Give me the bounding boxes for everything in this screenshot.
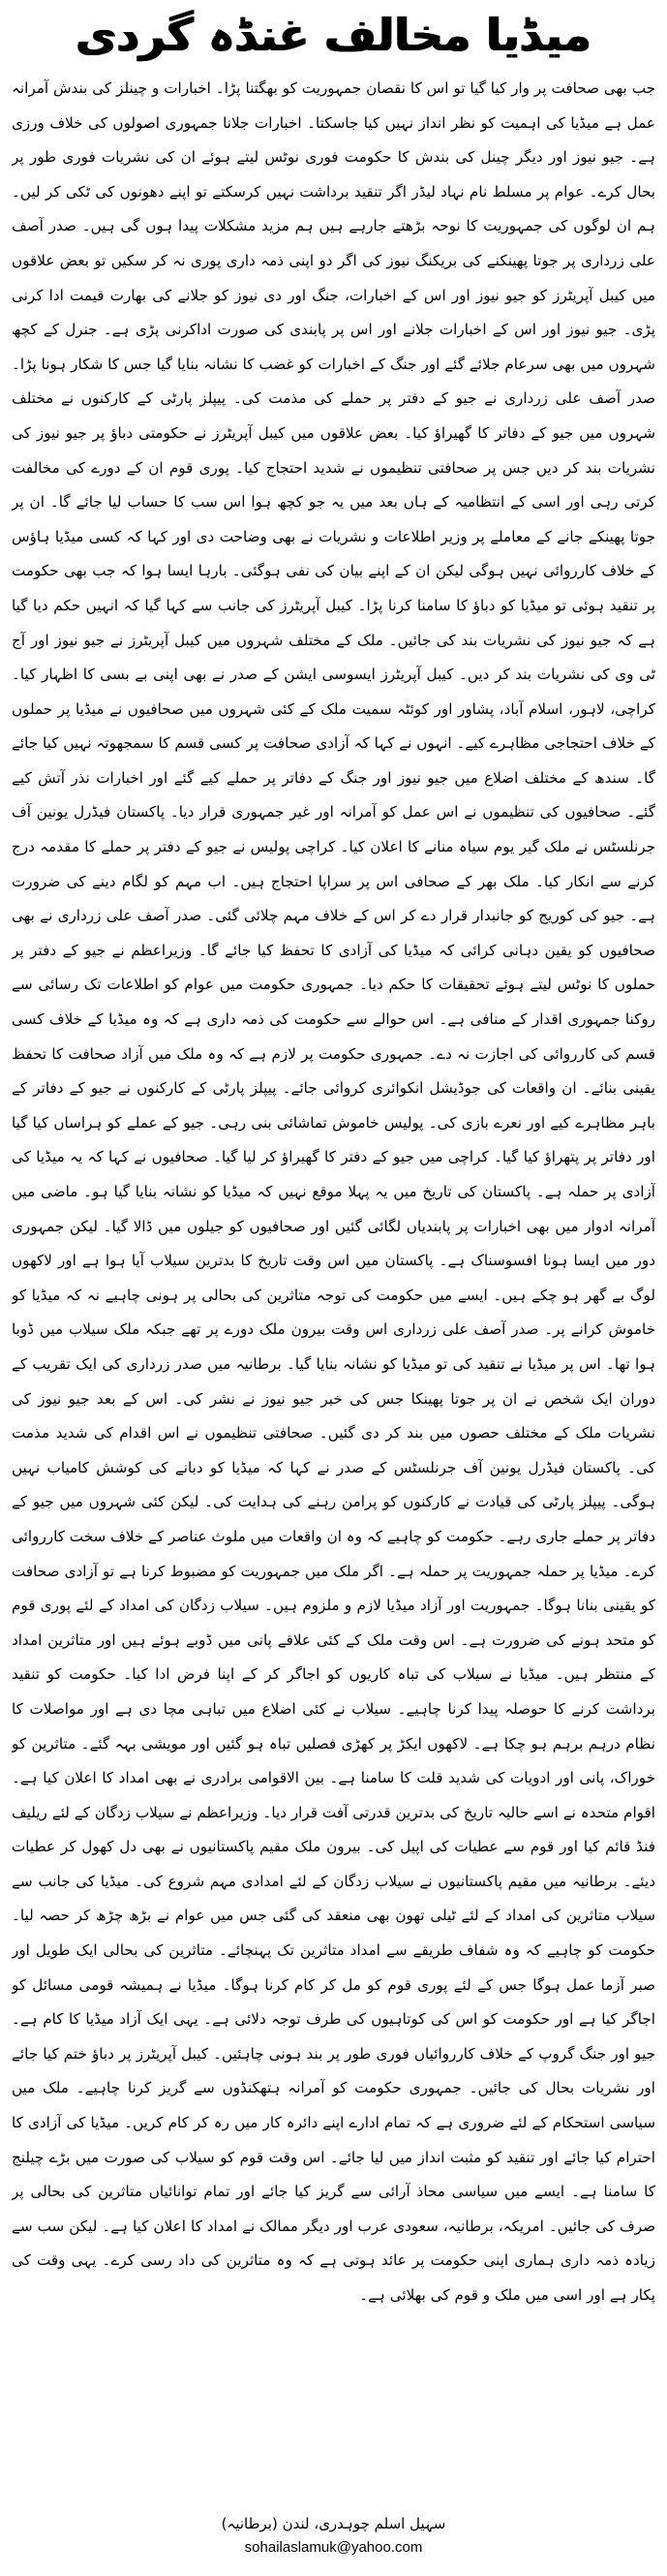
article-body: جب بھی صحافت پر وار کیا گیا تو اس کا نقصان جمہوریت کو بھگتنا پڑا۔ اخبارات و چینلز کی بندش آمرانہ عمل ہے میڈیا کی اہمیت کو نظر انداز نہیں کیا جاسکتا۔ اخبارات جلانا جمہوری اصولوں کی خلاف ورزی ہے۔ جیو نیوز اور دیگر چینل کی بندش کا حکومت فوری نوٹس لیتے ہوئے ان کی نشریات فوری طور پر بحال کرے۔ عوام پر مسلط نام نہاد لیڈر اگر تنقید برداشت نہیں کرسکتے تو اپنے دھونوں کی ٹکی کر لیں۔ ہم ان لوگوں کی جمہوریت کا نوحہ بڑھتے جارہے ہیں ہم مزید مشکلات پیدا ہوں گی ہیں۔ صدر آصف علی زرداری پر جوتا پھینکنے کی بریکنگ نیوز کی اگر دو اپنی ذمہ داری پوری نہ کر سکیں تو بعض علاقوں میں کیبل آپریٹرز کو جیو نیوز اور اس کے اخبارات، جنگ اور دی نیوز کو جلانے کی بھارت قیمت ادا کرنی پڑی۔ جیو نیوز اور اس کے اخبارات جلانے اور اس پر پابندی کی صورت اداکرنی پڑی ہے۔ جنرل کے کچھ شہروں میں بھی سرعام جلائے گئے اور جنگ کے اخبارات کو غضب کا نشانہ بنایا گیا جس کا شکار ہونا پڑا۔ صدر آصف علی زرداری نے جیو کے دفتر پر حملے کی مذمت کی۔ پیپلز پارٹی کے کارکنوں نے مختلف شہروں میں جیو کے دفاتر کا گھیراؤ کیا۔ بعض علاقوں میں کیبل آپریٹرز نے حکومتی دباؤ پر جیو نیوز کی نشریات بند کر دیں جس پر صحافتی تنظیموں نے شدید احتجاج کیا۔ پوری قوم ان کے دورے کی مخالفت کرتی رہی اور اسی کے انتظامیہ کے ہاں بعد میں یہ جو کچھ ہوا اس سب کا حساب لیا جائے گا۔ ان پر جوتا پھینکے جانے کے معاملے پر وزیر اطلاعات و نشریات نے بھی وضاحت دی اور کہا کہ کسی میڈیا ہاؤس کے خلاف کارروائی نہیں ہوگی لیکن ان کے اپنے بیان کی نفی ہوگئی۔ بارہا ایسا ہوا کہ جب بھی حکومت پر تنقید ہوئی تو میڈیا کو دباؤ کا سامنا کرنا پڑا۔ کیبل آپریٹرز کی جانب سے کہا گیا کہ انہیں حکم دیا گیا ہے کہ جیو نیوز کی نشریات بند کی جائیں۔ ملک کے مختلف شہروں میں کیبل آپریٹرز نے جیو نیوز اور آج ٹی وی کی نشریات بند کر دیں۔ کیبل آپریٹرز ایسوسی ایشن کے صدر نے بھی اپنی بے بسی کا اظہار کیا۔ کراچی، لاہور، اسلام آباد، پشاور اور کوئٹہ سمیت ملک کے کئی شہروں میں صحافیوں نے میڈیا پر حملوں کے خلاف احتجاجی مظاہرے کیے۔ انہوں نے کہا کہ آزادی صحافت پر کسی قسم کا سمجھوتہ نہیں کیا جائے گا۔ سندھ کے مختلف اضلاع میں جیو نیوز اور جنگ کے دفاتر پر حملے کیے گئے اور اخبارات نذر آتش کیے گئے۔ صحافیوں کی تنظیموں نے اس عمل کو آمرانہ اور غیر جمہوری قرار دیا۔ پاکستان فیڈرل یونین آف جرنلسٹس نے ملک گیر یوم سیاہ منانے کا اعلان کیا۔ کراچی پولیس نے جیو کے دفتر پر حملے کا مقدمہ درج کرنے سے انکار کیا۔ ملک بھر کے صحافی اس پر سراپا احتجاج ہیں۔ اب مہم کو لگام دینے کی ضرورت ہے۔ جیو کی کوریج کو جانبدار قرار دے کر اس کے خلاف مہم چلائی گئی۔ صدر آصف علی زرداری نے بھی صحافیوں کو یقین دہانی کرائی کہ میڈیا کی آزادی کا تحفظ کیا جائے گا۔ وزیراعظم نے جیو کے دفتر پر حملوں کا نوٹس لیتے ہوئے تحقیقات کا حکم دیا۔ جمہوری حکومت میں عوام کو اطلاعات تک رسائی سے روکنا جمہوری اقدار کے منافی ہے۔ اس حوالے سے حکومت کی ذمہ داری ہے کہ وہ میڈیا کے خلاف کسی قسم کی کارروائی کی اجازت نہ دے۔ جمہوری حکومت پر لازم ہے کہ وہ ملک میں آزاد صحافت کا تحفظ یقینی بنائے۔ ان واقعات کی جوڈیشل انکوائری کروائی جائے۔ پیپلز پارٹی کے کارکنوں نے جیو کے دفاتر کے باہر مظاہرے کیے اور نعرے بازی کی۔ پولیس خاموش تماشائی بنی رہی۔ جیو کے عملے کو ہراساں کیا گیا اور دفاتر پر پتھراؤ کیا گیا۔ کراچی میں جیو کے دفتر کا گھیراؤ کر لیا گیا۔ صحافیوں نے کہا کہ یہ میڈیا کی آزادی پر حملہ ہے۔ پاکستان کی تاریخ میں یہ پہلا موقع نہیں کہ میڈیا کو نشانہ بنایا گیا ہو۔ ماضی میں آمرانہ ادوار میں بھی اخبارات پر پابندیاں لگائی گئیں اور صحافیوں کو جیلوں میں ڈالا گیا۔ لیکن جمہوری دور میں ایسا ہونا افسوسناک ہے۔ پاکستان میں اس وقت تاریخ کا بدترین سیلاب آیا ہوا ہے اور لاکھوں لوگ بے گھر ہو چکے ہیں۔ ایسے میں حکومت کی توجہ متاثرین کی بحالی پر ہونی چاہیے نہ کہ میڈیا کو خاموش کرانے پر۔ صدر آصف علی زرداری اس وقت بیرون ملک دورے پر تھے جبکہ ملک سیلاب میں ڈوبا ہوا تھا۔ اس پر میڈیا نے تنقید کی تو میڈیا کو نشانہ بنایا گیا۔ برطانیہ میں صدر زرداری کی ایک تقریب کے دوران ایک شخص نے ان پر جوتا پھینکا جس کی خبر جیو نیوز نے نشر کی۔ اس کے بعد جیو نیوز کی نشریات ملک کے مختلف حصوں میں بند کر دی گئیں۔ صحافتی تنظیموں نے اس اقدام کی شدید مذمت کی۔ پاکستان فیڈرل یونین آف جرنلسٹس کے صدر نے کہا کہ میڈیا کو دبانے کی کوشش کامیاب نہیں ہوگی۔ پیپلز پارٹی کی قیادت نے کارکنوں کو پرامن رہنے کی ہدایت کی۔ لیکن کئی شہروں میں جیو کے دفاتر پر حملے جاری رہے۔ حکومت کو چاہیے کہ وہ ان واقعات میں ملوث عناصر کے خلاف سخت کارروائی کرے۔ میڈیا پر حملہ جمہوریت پر حملہ ہے۔ اگر ملک میں جمہوریت کو مضبوط کرنا ہے تو آزادی صحافت کو یقینی بنانا ہوگا۔ جمہوریت اور آزاد میڈیا لازم و ملزوم ہیں۔ سیلاب زدگان کی امداد کے لئے پوری قوم کو متحد ہونے کی ضرورت ہے۔ اس وقت ملک کے کئی علاقے پانی میں ڈوبے ہوئے ہیں اور متاثرین امداد کے منتظر ہیں۔ میڈیا نے سیلاب کی تباہ کاریوں کو اجاگر کر کے اپنا فرض ادا کیا۔ حکومت کو تنقید برداشت کرنے کا حوصلہ پیدا کرنا چاہیے۔ سیلاب نے کئی اضلاع میں تباہی مچا دی ہے اور مواصلات کا نظام درہم برہم ہو چکا ہے۔ لاکھوں ایکڑ پر کھڑی فصلیں تباہ ہو گئیں اور مویشی بہہ گئے۔ متاثرین کو خوراک، پانی اور ادویات کی شدید قلت کا سامنا ہے۔ بین الاقوامی برادری نے بھی امداد کا اعلان کیا ہے۔ اقوام متحدہ نے اسے حالیہ تاریخ کی بدترین قدرتی آفت قرار دیا۔ وزیراعظم نے سیلاب زدگان کے لئے ریلیف فنڈ قائم کیا اور قوم سے عطیات کی اپیل کی۔ بیرون ملک مقیم پاکستانیوں نے بھی دل کھول کر عطیات دیئے۔ برطانیہ میں مقیم پاکستانیوں نے سیلاب زدگان کے لئے امدادی مہم شروع کی۔ میڈیا کی جانب سے سیلاب متاثرین کی امداد کے لئے ٹیلی تھون بھی منعقد کی گئی جس میں عوام نے بڑھ چڑھ کر حصہ لیا۔ حکومت کو چاہیے کہ وہ شفاف طریقے سے امداد متاثرین تک پہنچائے۔ متاثرین کی بحالی ایک طویل اور صبر آزما عمل ہوگا جس کے لئے پوری قوم کو مل کر کام کرنا ہوگا۔ میڈیا نے ہمیشہ قومی مسائل کو اجاگر کیا ہے اور حکومت کو اس کی کوتاہیوں کی طرف توجہ دلائی ہے۔ یہی ایک آزاد میڈیا کا کام ہے۔ جیو اور جنگ گروپ کے خلاف کارروائیاں فوری طور پر بند ہونی چاہئیں۔ کیبل آپریٹرز پر دباؤ ختم کیا جائے اور نشریات بحال کی جائیں۔ جمہوری حکومت کو آمرانہ ہتھکنڈوں سے گریز کرنا چاہیے۔ ملک میں سیاسی استحکام کے لئے ضروری ہے کہ تمام ادارے اپنے دائرہ کار میں رہ کر کام کریں۔ میڈیا کی آزادی کا احترام کیا جائے اور تنقید کو مثبت انداز میں لیا جائے۔ اس وقت قوم کو سیلاب کی صورت میں بڑے چیلنج کا سامنا ہے۔ ایسے میں سیاسی محاذ آرائی سے گریز کیا جائے اور تمام توانائیاں متاثرین کی بحالی پر صرف کی جائیں۔ امریکہ، برطانیہ، سعودی عرب اور دیگر ممالک نے امداد کا اعلان کیا ہے۔ لیکن سب سے زیادہ ذمہ داری ہماری اپنی حکومت پر عائد ہوتی ہے کہ وہ متاثرین کی داد رسی کرے۔ یہی وقت کی پکار ہے اور اسی میں ملک و قوم کی بھلائی ہے۔ [12, 79, 655, 2304]
article-headline: میڈیا مخالف غنڈہ گردی [76, 9, 591, 61]
author-byline: سہیل اسلم چوہدری، لندن (برطانیہ) [221, 2515, 446, 2532]
author-email[interactable]: sohailaslamuk@yahoo.com [244, 2539, 423, 2556]
